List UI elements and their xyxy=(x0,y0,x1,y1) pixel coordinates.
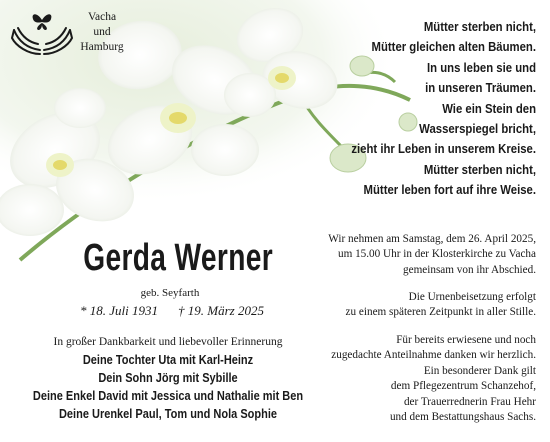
thanks-line: dem Pflegezentrum Schanzehof, xyxy=(390,380,536,393)
birth-date: * 18. Juli 1931 xyxy=(80,303,158,318)
place-line: Hamburg xyxy=(80,41,124,53)
farewell-paragraph xyxy=(276,232,536,278)
poem-line: zieht ihr Leben in unserem Kreise. xyxy=(351,141,536,157)
thanks-paragraph xyxy=(276,333,536,425)
thanks-line: Für bereits erwiesene und noch xyxy=(396,334,536,346)
poem-line: Mütter sterben nicht, xyxy=(423,161,536,177)
urn-paragraph xyxy=(276,290,536,321)
poem-line: Wie ein Stein den xyxy=(442,100,536,116)
poem xyxy=(278,17,536,201)
deceased-name: Gerda Werner xyxy=(83,237,274,279)
farewell-line: gemeinsam von ihr Abschied. xyxy=(403,263,536,276)
poem-line: in unseren Träumen. xyxy=(425,80,536,96)
places-block xyxy=(74,10,130,55)
place-line: Vacha xyxy=(87,11,117,23)
urn-line: Die Urnenbeisetzung erfolgt xyxy=(408,291,536,303)
hands-holding-butterfly-icon xyxy=(10,8,74,58)
poem-line: Mütter sterben nicht, xyxy=(423,19,536,34)
mourner-line: Dein Sohn Jörg mit Sybille xyxy=(98,371,238,385)
life-dates xyxy=(72,303,272,323)
mourner-line: Deine Tochter Uta mit Karl-Heinz xyxy=(82,353,254,367)
farewell-line: Wir nehmen am Samstag, dem 26. April 2025, xyxy=(328,233,536,245)
mourner-line: Deine Enkel David mit Jessica und Nathalie mit Ben xyxy=(32,389,304,403)
urn-line: zu einem späteren Zeitpunkt in aller Stille. xyxy=(345,306,536,319)
place-line: und xyxy=(93,26,111,38)
mourner-line: Deine Urenkel Paul, Tom und Nola Sophie xyxy=(58,407,277,421)
thanks-line: und dem Bestattungshaus Sachs. xyxy=(389,411,536,424)
poem-line: Mütter gleichen alten Bäumen. xyxy=(371,39,536,55)
thanks-line: Ein besonderer Dank gilt xyxy=(423,364,536,377)
thanks-line: der Trauerrednerin Frau Hehr xyxy=(403,395,536,408)
mourners-intro: In großer Dankbarkeit und liebevoller Erinnerung xyxy=(53,336,283,348)
death-date: † 19. März 2025 xyxy=(178,303,264,318)
poem-line: Wasserspiegel bricht, xyxy=(419,121,536,137)
farewell-line: um 15.00 Uhr in der Klosterkirche zu Vacha xyxy=(337,248,536,261)
birth-name: geb. Seyfarth xyxy=(140,287,200,299)
poem-line: In uns leben sie und xyxy=(426,59,536,75)
poem-line: Mütter leben fort auf ihre Weise. xyxy=(363,182,536,198)
thanks-line: zugedachte Anteilnahme danken wir herzlich. xyxy=(331,349,536,362)
